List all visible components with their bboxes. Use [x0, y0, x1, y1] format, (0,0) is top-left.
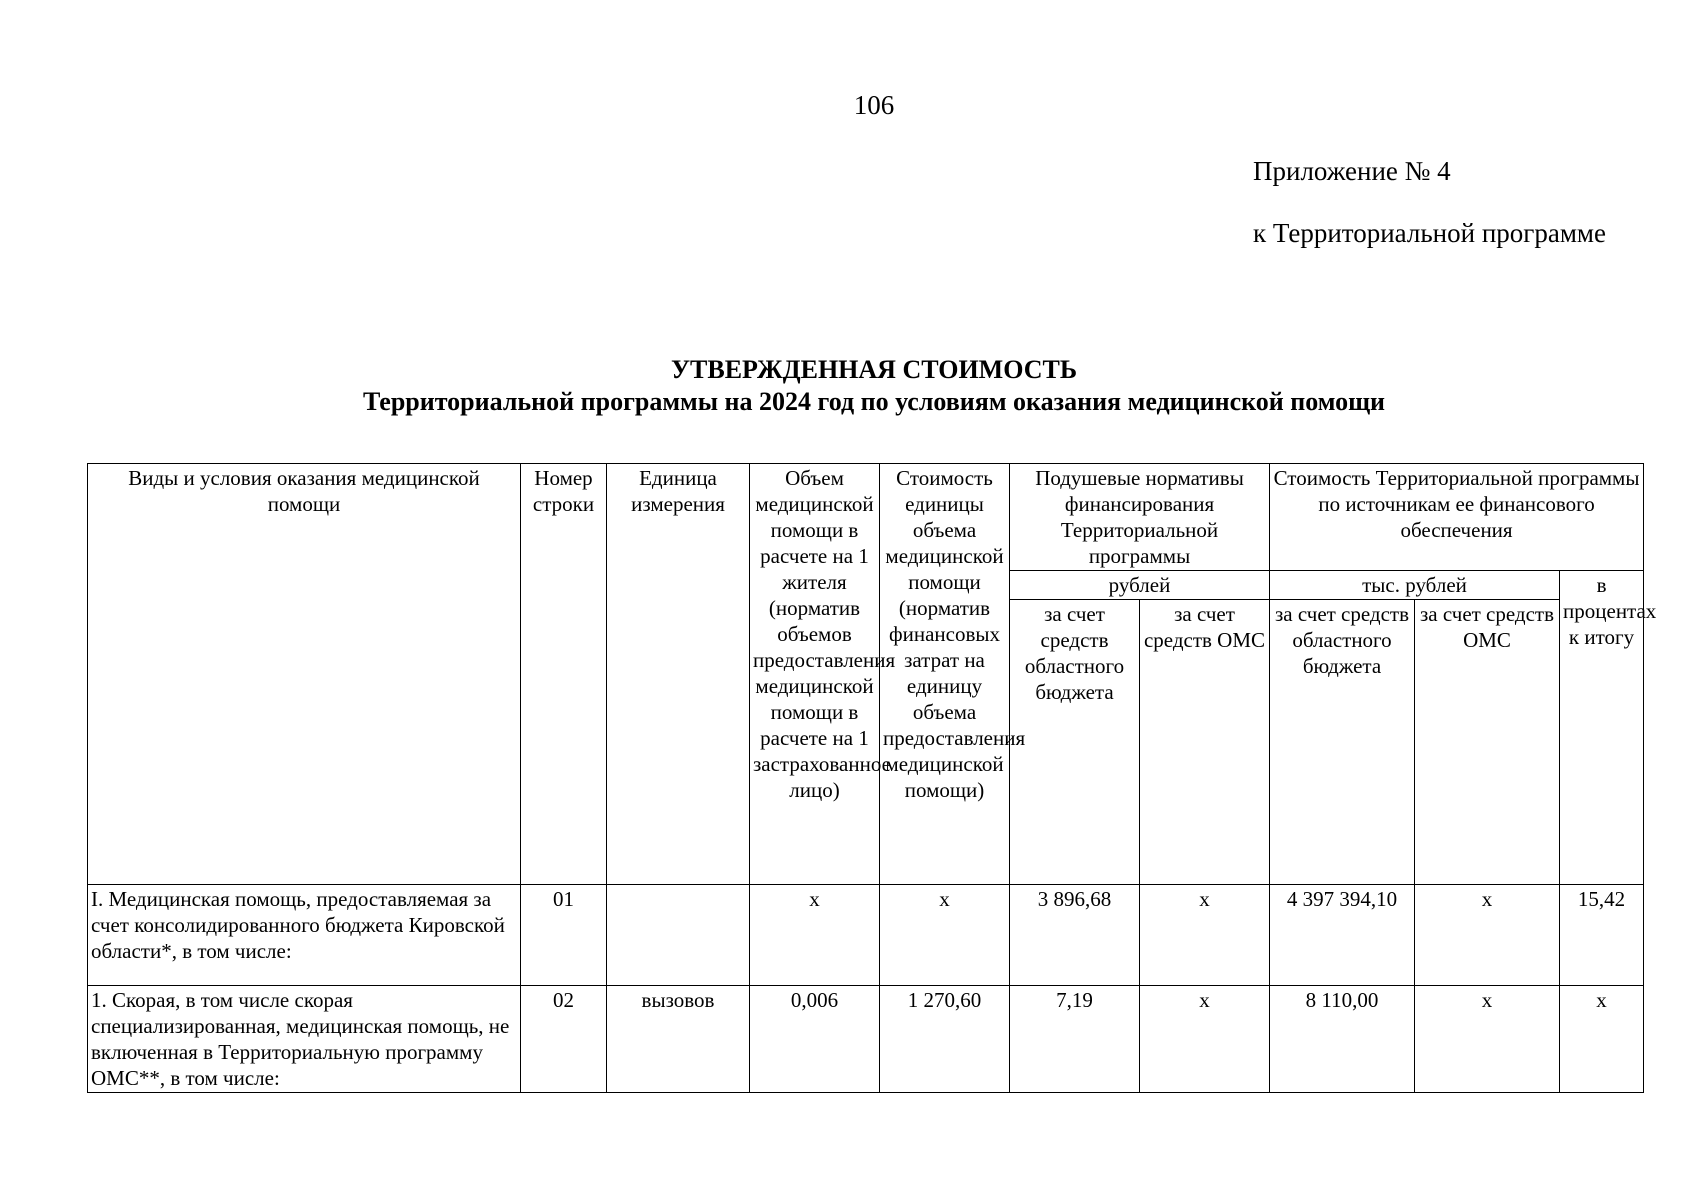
- row-number: 01: [521, 885, 607, 986]
- header-kinds: Виды и условия оказания медицинской помощи: [88, 464, 521, 885]
- row-unit-cost: х: [880, 885, 1010, 986]
- appendix-reference: к Территориальной программе: [1253, 218, 1606, 248]
- header-oms-rubles: за счет средств ОМС: [1140, 600, 1270, 885]
- table-row: [88, 885, 1644, 986]
- row-volume: х: [750, 885, 880, 986]
- header-regional-budget-rubles: за счет средств областного бюджета: [1010, 600, 1140, 885]
- header-regional-budget-thousands: за счет средств областного бюджета: [1270, 600, 1415, 885]
- header-volume: Объем медицинской помощи в расчете на 1 жителя (норматив объемов предоставления медицинской помощи в расчете на 1 застрахованное лицо): [750, 464, 880, 885]
- row-unit: вызовов: [607, 986, 750, 1093]
- page-number: 106: [853, 90, 895, 120]
- header-row-number: Номер строки: [521, 464, 607, 885]
- header-row-1: [88, 464, 1644, 571]
- row-cost-budget: 4 397 394,10: [1270, 885, 1415, 986]
- row-unit-cost: 1 270,60: [880, 986, 1010, 1093]
- title-line-1: УТВЕРЖДЕННАЯ СТОИМОСТЬ: [670, 355, 1078, 384]
- title-line-2: Территориальной программы на 2024 год по условиям оказания медицинской помощи: [362, 387, 1386, 416]
- header-oms-thousands: за счет средств ОМС: [1415, 600, 1560, 885]
- row-cost-oms: х: [1415, 885, 1560, 986]
- row-percent: х: [1560, 986, 1644, 1093]
- row-number: 02: [521, 986, 607, 1093]
- row-unit: [607, 885, 750, 986]
- row-per-capita-oms: х: [1140, 885, 1270, 986]
- document-title: [0, 354, 1701, 418]
- header-per-capita: Подушевые нормативы финансирования Территориальной программы: [1010, 464, 1270, 571]
- row-per-capita-budget: 7,19: [1010, 986, 1140, 1093]
- header-thousand-rubles: тыс. рублей: [1270, 571, 1560, 600]
- row-cost-oms: х: [1415, 986, 1560, 1093]
- row-volume: 0,006: [750, 986, 880, 1093]
- row-name: I. Медицинская помощь, предоставляемая за счет консолидированного бюджета Кировской области*, в том числе:: [88, 885, 521, 986]
- appendix-label: Приложение № 4: [1253, 156, 1451, 186]
- header-program-cost: Стоимость Территориальной программы по источникам ее финансового обеспечения: [1270, 464, 1644, 571]
- row-name: 1. Скорая, в том числе скорая специализированная, медицинская помощь, не включенная в Территориальную программу ОМС**, в том числе:: [88, 986, 521, 1093]
- header-unit-cost: Стоимость единицы объема медицинской помощи (норматив финансовых затрат на единицу объема предоставления медицинской помощи): [880, 464, 1010, 885]
- header-percent: в процентах к итогу: [1560, 571, 1644, 885]
- row-cost-budget: 8 110,00: [1270, 986, 1415, 1093]
- header-rubles: рублей: [1010, 571, 1270, 600]
- cost-table: [87, 463, 1657, 1093]
- row-per-capita-oms: х: [1140, 986, 1270, 1093]
- table-row: [88, 986, 1644, 1093]
- header-unit: Единица измерения: [607, 464, 750, 885]
- row-per-capita-budget: 3 896,68: [1010, 885, 1140, 986]
- row-percent: 15,42: [1560, 885, 1644, 986]
